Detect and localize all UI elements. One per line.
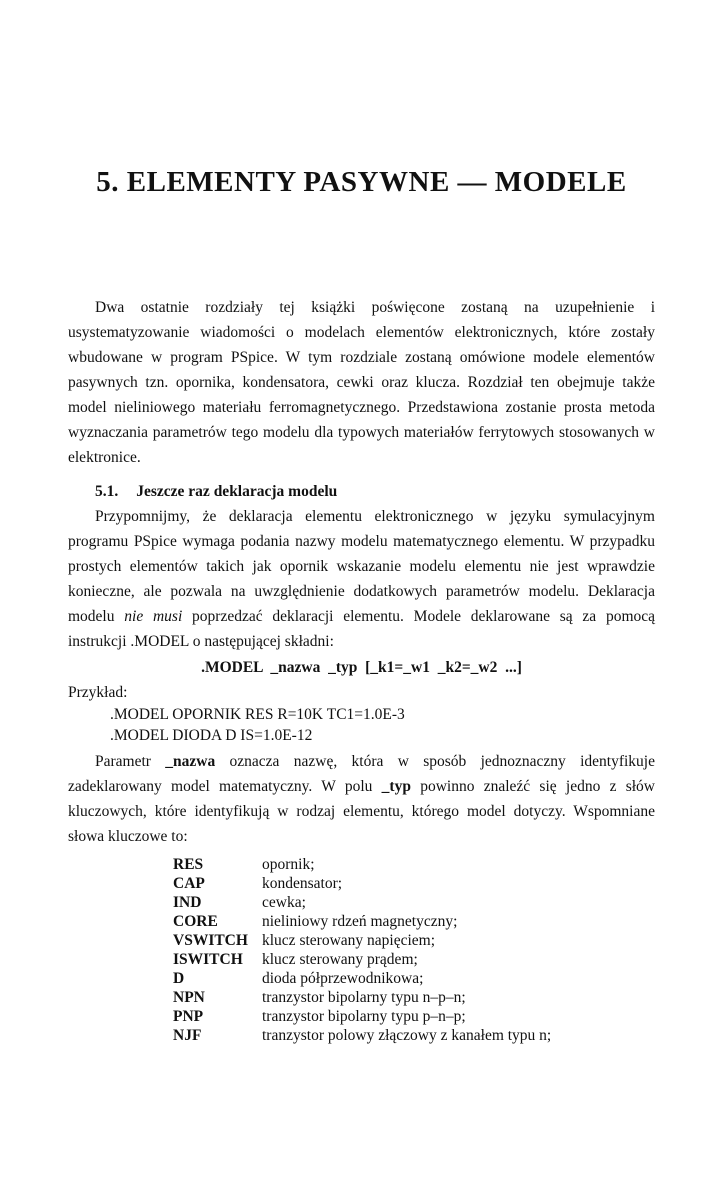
keyword-list xyxy=(68,855,655,1045)
keyword-desc: klucz sterowany napięciem; xyxy=(262,932,436,949)
keyword-row xyxy=(173,855,655,874)
section-paragraph-text: Przypomnijmy, że deklaracja elementu elektronicznego w języku symulacyjnym programu PSpice wymaga podania nazwy modelu matematycznego elementu. W przypadku prostych elementów takich jak opornik wskazanie modelu elementu nie jest wprawdzie konieczne, ale pozwala na uwzględnienie dodatkowych parametrów modelu. Deklaracja modelu xyxy=(68,508,655,625)
section-number: 5.1. xyxy=(95,483,119,500)
section-title: Jeszcze raz deklaracja modelu xyxy=(136,483,338,500)
keyword-label: NPN xyxy=(173,989,205,1006)
keyword-label: IND xyxy=(173,894,202,911)
param-paragraph xyxy=(68,749,655,849)
keyword-row xyxy=(173,969,655,988)
keyword-row xyxy=(173,1007,655,1026)
keyword-label: PNP xyxy=(173,1008,204,1025)
keyword-label: D xyxy=(173,970,185,987)
keyword-label: NJF xyxy=(173,1027,202,1044)
keyword-row xyxy=(173,912,655,931)
document-page xyxy=(0,166,724,1190)
keyword-desc: kondensator; xyxy=(262,875,343,892)
intro-paragraph: Dwa ostatnie rozdziały tej książki poświęcone zostaną na uzupełnienie i usystematyzowanie wiadomości o modelach elementów elektronicznych, które zostały wbudowane w program PSpice. W tym rozdziale zostaną omówione modele elementów pasywnych tzn. opornika, kondensatora, cewki oraz klucza. Rozdział ten obejmuje także model nieliniowego materiału ferromagnetycznego. Przedstawiona zostanie prosta metoda wyznaczania parametrów tego modelu dla typowych materiałów ferrytowych stosowanych w elektronice. xyxy=(68,299,655,466)
section-heading xyxy=(68,479,655,504)
keyword-desc: tranzystor bipolarny typu p–n–p; xyxy=(262,1008,466,1025)
param-typ-keyword: _typ xyxy=(381,778,411,795)
page-title: 5. ELEMENTY PASYWNE — MODELE xyxy=(96,166,627,198)
keyword-row xyxy=(173,950,655,969)
keyword-row xyxy=(173,893,655,912)
keyword-row xyxy=(173,1026,655,1045)
keyword-label: RES xyxy=(173,856,204,873)
keyword-label: ISWITCH xyxy=(173,951,243,968)
keyword-row xyxy=(173,931,655,950)
example-line: .MODEL OPORNIK RES R=10K TC1=1.0E-3 xyxy=(110,706,405,723)
example-label: Przykład: xyxy=(68,684,128,701)
section-paragraph xyxy=(68,504,655,654)
keyword-desc: nieliniowy rdzeń magnetyczny; xyxy=(262,913,458,930)
keyword-desc: cewka; xyxy=(262,894,306,911)
param-text-before: Parametr xyxy=(95,753,166,770)
param-text-middle: oznacza nazwę, która w sposób jednoznaczny identyfikuje zadeklarowany model matematyczny. W polu xyxy=(68,753,655,795)
section-paragraph-text-after: poprzedzać deklaracji elementu. Modele deklarowane są za pomocą instrukcji .MODEL o następującej składni: xyxy=(68,608,656,650)
keyword-row xyxy=(173,988,655,1007)
keyword-row xyxy=(173,874,655,893)
keyword-desc: tranzystor bipolarny typu n–p–n; xyxy=(262,989,466,1006)
keyword-desc: klucz sterowany prądem; xyxy=(262,951,418,968)
section-paragraph-italic: nie musi xyxy=(124,608,183,625)
keyword-label: VSWITCH xyxy=(173,932,248,949)
example-line: .MODEL DIODA D IS=1.0E-12 xyxy=(110,727,313,744)
keyword-label: CORE xyxy=(173,913,218,930)
param-text-after: powinno znaleźć się jedno z słów kluczowych, które identyfikują w rodzaj elementu, którego model dotyczy. Wspomniane słowa kluczowe to: xyxy=(68,778,655,845)
model-syntax-line: .MODEL _nazwa _typ [_k1=_w1 _k2=_w2 ...] xyxy=(201,659,522,676)
keyword-desc: dioda półprzewodnikowa; xyxy=(262,970,424,987)
keyword-desc: tranzystor polowy złączowy z kanałem typu n; xyxy=(262,1027,552,1044)
param-nazwa-keyword: _nazwa xyxy=(165,753,216,770)
keyword-label: CAP xyxy=(173,875,205,892)
keyword-desc: opornik; xyxy=(262,856,315,873)
